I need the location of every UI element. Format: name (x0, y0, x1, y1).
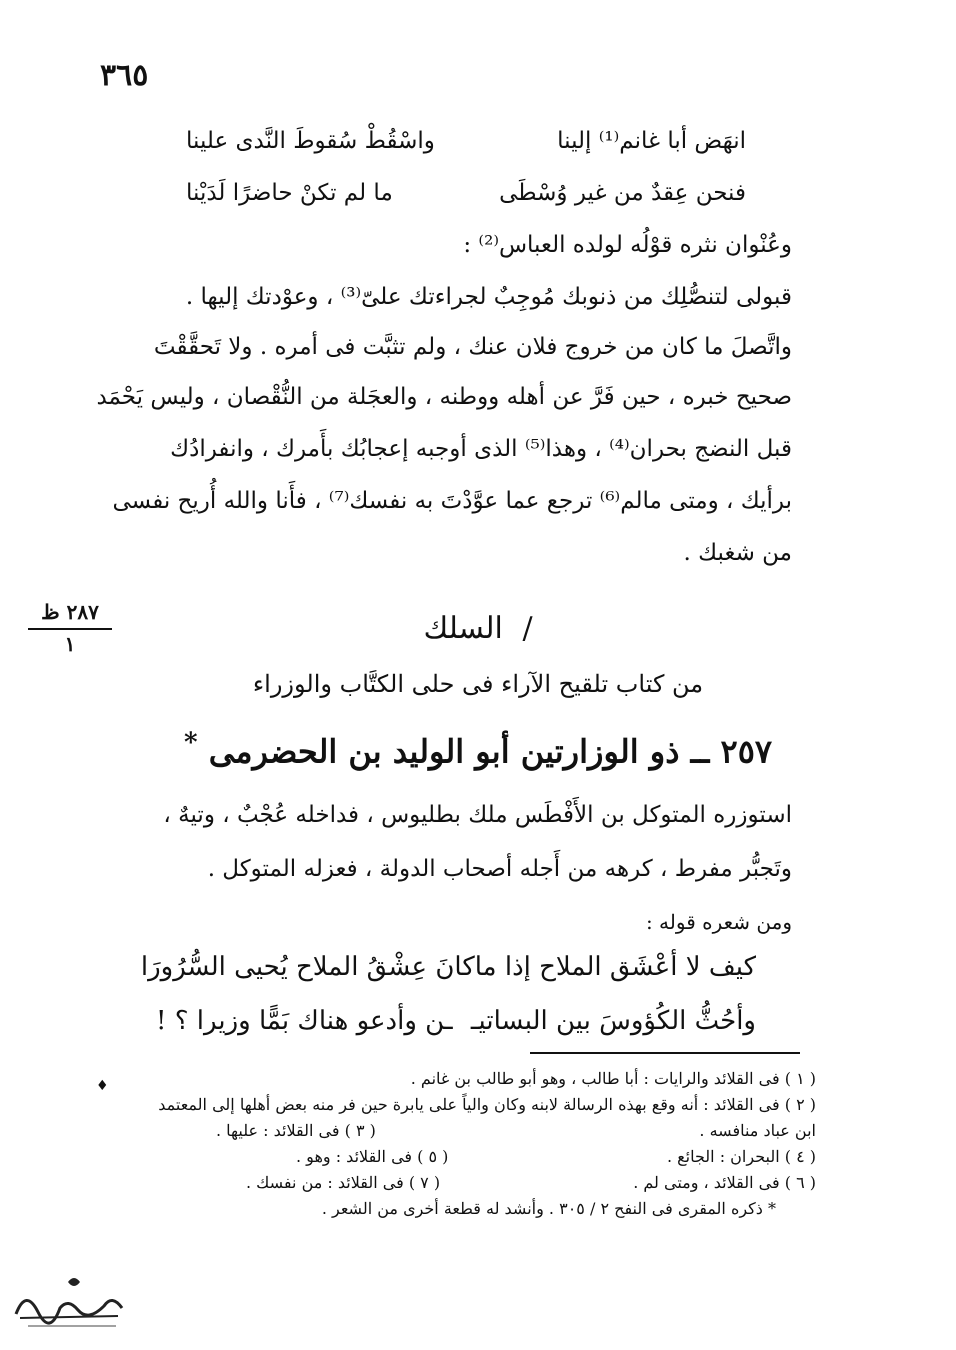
poem-line (156, 1006, 756, 1036)
verse-hemistich-first: فنحن عِقدٌ من غير وُسْطَى (499, 180, 746, 206)
footnote-row (96, 1170, 816, 1196)
verse-line (186, 128, 746, 154)
prose-line: واتَّصلَ ما كان من خروج فلان عنك ، ولم تثبَّت فى أمره . ولا تَحقَّقْتَ (153, 334, 792, 360)
footnotes (96, 1066, 816, 1222)
verse-line (186, 180, 746, 206)
section-subtitle: من كتاب تلقيح الآراء فى حلى الكتَّاب والوزراء (252, 670, 704, 698)
section-title (0, 611, 956, 646)
entry-heading-text: ٢٥٧ ــ ذو الوزارتين أبو الوليد بن الحضرمى (208, 732, 773, 771)
prose-line: من شغبك . (683, 540, 792, 566)
bio-line: وتَجبُّر مفرط ، كرهه من أَجله أصحاب الدولة ، فعزله المتوكل . (207, 856, 792, 882)
prose-line: قبولى لتنصُّلِك من ذنوبك مُوجِبٌ لجراءتك علىّ⁽³⁾ ، وعوْدتك إليها . (185, 284, 792, 310)
verse-hemistich-first: انهَض أبا غانم⁽¹⁾ إلينا (557, 128, 746, 154)
entry-footnote-marker: * (183, 728, 198, 758)
folio-top: ٢٨٧ ظ (41, 600, 99, 624)
folio-bottom: ١ (64, 632, 76, 656)
poem-line (140, 952, 756, 982)
footnote-1: ( ١ ) فى القلائد والرايات : أبا طالب ، وهو أبو طالب بن غانم . (410, 1069, 816, 1088)
footnote-2-continued: ابن عباد منافسه . (699, 1121, 816, 1140)
footnote-star-mark: * (768, 1199, 776, 1218)
poem-hemistich-second: ـن وأدعو هناك بَمًّا وزيرا ؟ ! (156, 1006, 453, 1036)
verse-hemistich-second: واسْقُطْ سُقوطَ النَّدى علينا (186, 128, 435, 154)
poem-hemistich-first: كيف لا أعْشَق الملاح إذا ما (474, 952, 756, 982)
footnote-6: ( ٦ ) فى القلائد ، ومتى لم . (633, 1173, 816, 1192)
prose-line: برأيك ، ومتى مالم⁽⁶⁾ ترجع عما عوَّدْتَ به نفسك⁽⁷⁾ ، فأَنا والله أُريح نفسى (112, 488, 792, 514)
footnote-4: ( ٤ ) البحران : الجائع . (666, 1147, 816, 1166)
page-number: ٣٦٥ (100, 58, 149, 93)
folio-slash-mark: / (522, 611, 533, 646)
footnote-divider (530, 1052, 800, 1054)
footnote-star (96, 1196, 816, 1222)
footnote-3: ( ٣ ) فى القلائد : عليها . (216, 1121, 376, 1140)
footnote-5: ( ٥ ) فى القلائد : وهو . (296, 1147, 449, 1166)
poem-hemistich-first: وأحُثُّ الكُؤوسَ بين البساتيـ (470, 1006, 756, 1036)
margin-bullet: ♦ (96, 1078, 109, 1094)
footnote-2: ( ٢ ) فى القلائد : أنه وقع بهذه الرسالة لابنه وكان والياً على يابرة حين فر منه بعض أهلها إلى المعتمد (158, 1095, 816, 1114)
footnote-star-text: ذكره المقرى فى النفح ٢ / ٣٠٥ . وأنشد له قطعة أخرى من الشعر . (321, 1199, 763, 1218)
bio-line: استوزره المتوكل بن الأَفْطَس ملك بطليوس ، فداخله عُجْبٌ ، وتيهٌ ، (163, 802, 792, 828)
footnote-row (96, 1118, 816, 1144)
footnote-row (96, 1144, 816, 1170)
verse-hemistich-second: ما لم تكنْ حاضرًا لَدَيْنا (186, 180, 393, 206)
intro-line: وعُنْوان نثره قوْلُه لولده العباس⁽²⁾ : (463, 232, 792, 258)
poem-intro: ومن شعره قوله : (645, 910, 792, 934)
library-stamp-logo (8, 1268, 136, 1338)
footnote-7: ( ٧ ) فى القلائد : من نفسك . (246, 1173, 441, 1192)
entry-heading (0, 728, 956, 771)
prose-line: قبل النضج بحران⁽⁴⁾ ، وهذا⁽⁵⁾ الذى أوجبه إعجابُك بأَمرك ، وانفرادُك (170, 436, 792, 462)
poem-hemistich-second: كانَ عِشْقُ الملاح يُحيى السُّرُورَا (140, 952, 475, 982)
prose-line: صحيح خبره ، حين فَرَّ عن أهله ووطنه ، والعجَلة من النُّقْصان ، وليس يَحْمَد (96, 384, 792, 410)
section-title-text: السلك (423, 611, 503, 646)
